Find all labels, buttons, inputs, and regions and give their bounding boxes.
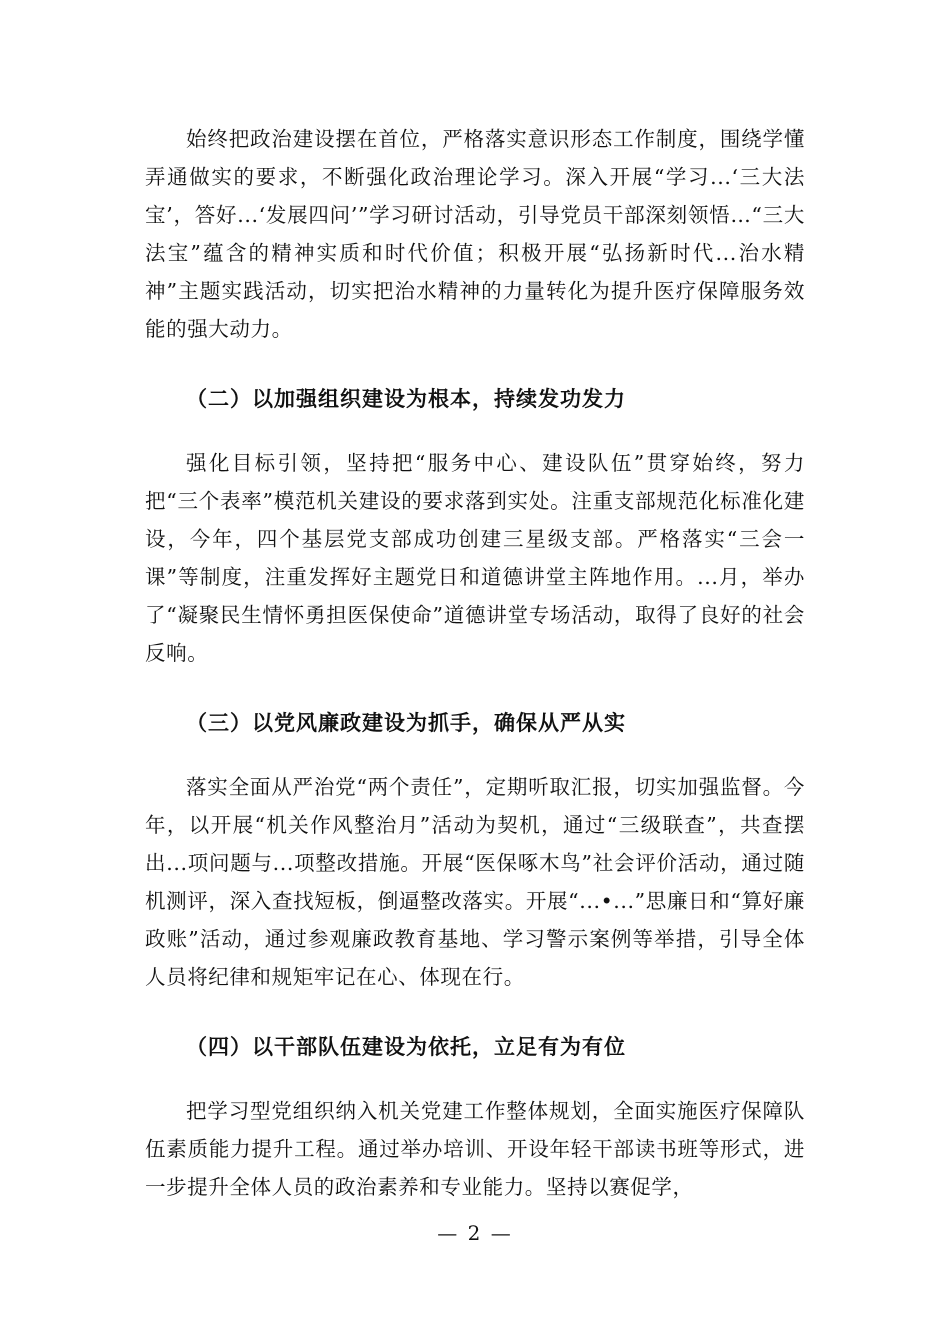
section-heading-4: （四）以干部队伍建设为依托，立足有为有位 [186,1034,626,1059]
body-paragraph-2: 强化目标引领，坚持把“服务中心、建设队伍”贯穿始终，努力把“三个表率”模范机关建设的要求落到实处。注重支部规范化标准化建设，今年，四个基层党支部成功创建三星级支部。严格落实“三会一课”等制度，注重发挥好主题党日和道德讲堂主阵地作用。...月，举办了“凝聚民生情怀勇担医保使命”道德讲堂专场活动，取得了良好的社会反响。 [145,451,805,665]
spacer [145,418,805,444]
section-heading-3: （三）以党风廉政建设为抓手，确保从严从实 [186,710,626,735]
section-heading-2: （二）以加强组织建设为根本，持续发功发力 [186,386,626,411]
body-paragraph-4: 把学习型党组织纳入机关党建工作整体规划，全面实施医疗保障队伍素质能力提升工程。通过举办培训、开设年轻干部读书班等形式，进一步提升全体人员的政治素养和专业能力。坚持以赛促学， [145,1099,805,1199]
spacer [145,348,805,380]
spacer [145,742,805,768]
spacer [145,1066,805,1092]
document-body [145,120,805,1206]
spacer [145,996,805,1028]
spacer [145,672,805,704]
page-number: — 2 — [437,1221,513,1245]
body-paragraph-1: 始终把政治建设摆在首位，严格落实意识形态工作制度，围绕学懂弄通做实的要求，不断强化政治理论学习。深入开展“学习...‘三大法宝’，答好...‘发展四问’”学习研讨活动，引导党员干部深刻领悟…“三大法宝”蕴含的精神实质和时代价值；积极开展“弘扬新时代...治水精神”主题实践活动，切实把治水精神的力量转化为提升医疗保障服务效能的强大动力。 [145,127,805,341]
body-paragraph-3: 落实全面从严治党“两个责任”，定期听取汇报，切实加强监督。今年，以开展“机关作风整治月”活动为契机，通过“三级联查”，共查摆出...项问题与...项整改措施。开展“医保啄木鸟”社会评价活动，通过随机测评，深入查找短板，倒逼整改落实。开展“...•...”思廉日和“算好廉政账”活动，通过参观廉政教育基地、学习警示案例等举措，引导全体人员将纪律和规矩牢记在心、体现在行。 [145,775,805,989]
